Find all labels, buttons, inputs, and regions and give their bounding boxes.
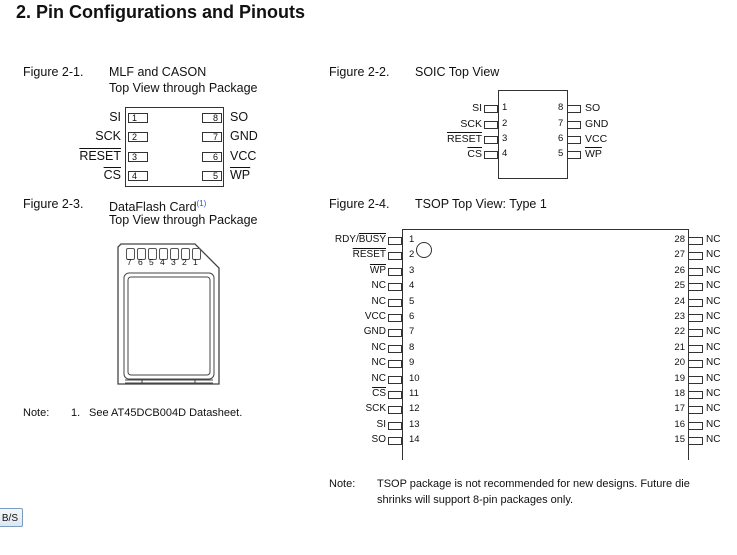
pin-number: 1 — [409, 234, 415, 245]
pin-number: 5 — [409, 295, 415, 307]
pin-number: 2 — [502, 118, 508, 129]
pin-label: NC — [706, 341, 721, 353]
pin-label: GND — [585, 118, 609, 130]
pin-label: NC — [706, 234, 721, 245]
note1-label: Note: — [23, 407, 50, 419]
pin-number: 6 — [558, 133, 564, 144]
pin-label: NC — [706, 418, 721, 430]
pin-label: NC — [706, 403, 721, 415]
pin-label: $\overline{CS}$ — [467, 148, 482, 160]
pin-label: NC — [706, 357, 721, 369]
card-contact-number: 6 — [138, 257, 143, 267]
fig2-title: SOIC Top View — [415, 65, 500, 79]
pin-stub — [484, 136, 498, 144]
pin-stub — [567, 105, 581, 113]
pin-number: 22 — [674, 326, 685, 338]
pin-stub — [688, 376, 703, 384]
pin-stub — [388, 283, 402, 291]
pin-number: 5 — [558, 148, 564, 159]
pin-stub — [688, 268, 703, 276]
pin-label: SO — [230, 110, 249, 124]
pin-stub — [388, 360, 402, 368]
pin-stub — [388, 406, 402, 414]
pin-label: VCC — [230, 149, 257, 163]
pin-label: NC — [371, 280, 386, 292]
pin-label: $\overline{WP}$ — [230, 168, 251, 182]
pin-stub — [388, 437, 402, 445]
note2-label: Note: — [329, 478, 356, 490]
pin-stub — [688, 422, 703, 430]
pin-label: VCC — [585, 133, 608, 145]
fig3-number: Figure 2-3. — [23, 197, 84, 211]
pin-stub — [388, 376, 402, 384]
pin-stub — [688, 391, 703, 399]
pin-label: NC — [706, 264, 721, 276]
card-contact-number: 7 — [127, 257, 132, 267]
card-contact-number: 4 — [160, 257, 165, 267]
pin-number: 16 — [674, 418, 685, 430]
pin-label: NC — [371, 341, 386, 353]
pin-stub — [484, 151, 498, 159]
pin-number: 4 — [502, 148, 508, 159]
fig4-number: Figure 2-4. — [329, 197, 390, 211]
fig1-number: Figure 2-1. — [23, 65, 84, 79]
pin-number: 1 — [502, 102, 508, 113]
pin-label: NC — [706, 326, 721, 338]
pin-label: SI — [109, 110, 121, 124]
note1-number: 1. — [71, 407, 81, 419]
pin-label: $\overline{WP}$ — [369, 264, 386, 276]
pin-number: 8 — [558, 102, 564, 113]
pin-label: $\overline{CS}$ — [372, 388, 386, 399]
pin-stub — [688, 252, 703, 260]
pin-stub — [388, 268, 402, 276]
pin-stub — [388, 299, 402, 307]
pin-label: NC — [706, 311, 721, 322]
pin-stub — [688, 406, 703, 414]
pin-label: NC — [706, 280, 721, 292]
pin-stub — [688, 314, 703, 322]
pin-stub — [388, 422, 402, 430]
pin-label: VCC — [364, 311, 386, 322]
pin-number: 6 — [409, 311, 415, 322]
pin-pad: 6 — [202, 152, 222, 162]
pin-stub — [388, 329, 402, 337]
pin-number: 17 — [674, 403, 685, 415]
fig1-title: MLF and CASON — [109, 65, 207, 79]
pin-number: 21 — [674, 341, 685, 353]
pin-stub — [688, 360, 703, 368]
pin-stub — [688, 299, 703, 307]
pin-number: 15 — [674, 434, 685, 446]
pin-stub — [484, 105, 498, 113]
pin-number: 3 — [409, 264, 415, 276]
pin-number: 24 — [674, 295, 685, 307]
pin-stub — [688, 437, 703, 445]
bs-button[interactable]: B/S — [0, 508, 23, 527]
pin-number: 14 — [409, 434, 420, 446]
pin-label: NC — [371, 357, 386, 369]
pin-label: NC — [706, 388, 721, 399]
pin-stub — [388, 345, 402, 353]
pin-number: 12 — [409, 403, 420, 415]
pin-label: SO — [371, 434, 386, 446]
pin-number: 19 — [674, 372, 685, 384]
pin-stub — [688, 329, 703, 337]
pin-pad: 5 — [202, 171, 222, 181]
pin-number: 4 — [409, 280, 415, 292]
pin-number: 23 — [674, 311, 685, 322]
pin-number: 10 — [409, 372, 420, 384]
pin-label: GND — [230, 129, 258, 143]
pin-label: RESET — [79, 149, 121, 163]
note2-line1: TSOP package is not recommended for new designs. Future die — [377, 478, 690, 490]
tsop-package-body — [402, 229, 689, 460]
pin-stub — [688, 345, 703, 353]
footnote-link[interactable]: (1) — [196, 199, 207, 208]
pin-number: 26 — [674, 264, 685, 276]
pin-label: GND — [363, 326, 386, 338]
pin-stub — [388, 252, 402, 260]
pin-number: 27 — [674, 249, 685, 261]
pin-number: 2 — [409, 249, 415, 261]
pin-stub — [388, 237, 402, 245]
section-heading: 2. Pin Configurations and Pinouts — [16, 2, 306, 22]
pin-stub — [567, 121, 581, 129]
pin-number: 20 — [674, 357, 685, 369]
card-contact-number: 2 — [182, 257, 187, 267]
note2-line2: shrinks will support 8-pin packages only. — [377, 494, 574, 506]
pin-label: NC — [706, 249, 721, 261]
pin-pad: 1 — [128, 113, 148, 123]
pin-label: NC — [706, 434, 721, 446]
pin-number: 7 — [409, 326, 415, 338]
pin-label: NC — [706, 372, 721, 384]
pin-label: SO — [585, 102, 601, 114]
pin-stub — [567, 136, 581, 144]
pin-label: NC — [706, 295, 721, 307]
fig2-number: Figure 2-2. — [329, 65, 390, 79]
pin-number: 8 — [409, 341, 415, 353]
pin-pad: 4 — [128, 171, 148, 181]
pin-number: 13 — [409, 418, 420, 430]
card-contact-number: 1 — [193, 257, 198, 267]
pin-label: SI — [472, 102, 482, 114]
fig3-subtitle: Top View through Package — [109, 213, 258, 227]
pin-stub — [688, 283, 703, 291]
fig1-subtitle: Top View through Package — [109, 81, 258, 95]
pin-label: SCK — [365, 403, 386, 415]
pin-pad: 3 — [128, 152, 148, 162]
pin-stub — [388, 314, 402, 322]
note1-text: See AT45DCB004D Datasheet. — [89, 407, 243, 419]
pin-number: 28 — [674, 234, 685, 245]
pin-label: NC — [371, 295, 386, 307]
pin-label: SCK — [460, 118, 482, 130]
pin-number: 25 — [674, 280, 685, 292]
fig3-title-text: DataFlash Card — [109, 200, 197, 215]
fig4-title: TSOP Top View: Type 1 — [415, 197, 547, 211]
pin-pad: 8 — [202, 113, 222, 123]
pin-pad: 7 — [202, 132, 222, 142]
pin-number: 7 — [558, 118, 564, 129]
pin-label: RDY/BUSY — [334, 234, 386, 245]
pin-stub — [484, 121, 498, 129]
card-contact-number: 3 — [171, 257, 176, 267]
pin-label: SI — [376, 418, 386, 430]
pin-stub — [688, 237, 703, 245]
pin-number: 9 — [409, 357, 415, 369]
pin-label: NC — [371, 372, 386, 384]
pin1-indicator-icon — [416, 242, 432, 258]
pin-label: $\overline{WP}$ — [585, 148, 602, 160]
pin-label: RESET — [446, 133, 482, 145]
pin-label: RESET — [352, 249, 386, 261]
pin-label: $\overline{CS}$ — [103, 168, 121, 182]
pin-number: 3 — [502, 133, 508, 144]
pin-stub — [388, 391, 402, 399]
pin-number: 11 — [409, 388, 419, 399]
pin-stub — [567, 151, 581, 159]
card-contact-number: 5 — [149, 257, 154, 267]
pin-number: 18 — [674, 388, 685, 399]
pin-pad: 2 — [128, 132, 148, 142]
pin-label: SCK — [95, 129, 121, 143]
